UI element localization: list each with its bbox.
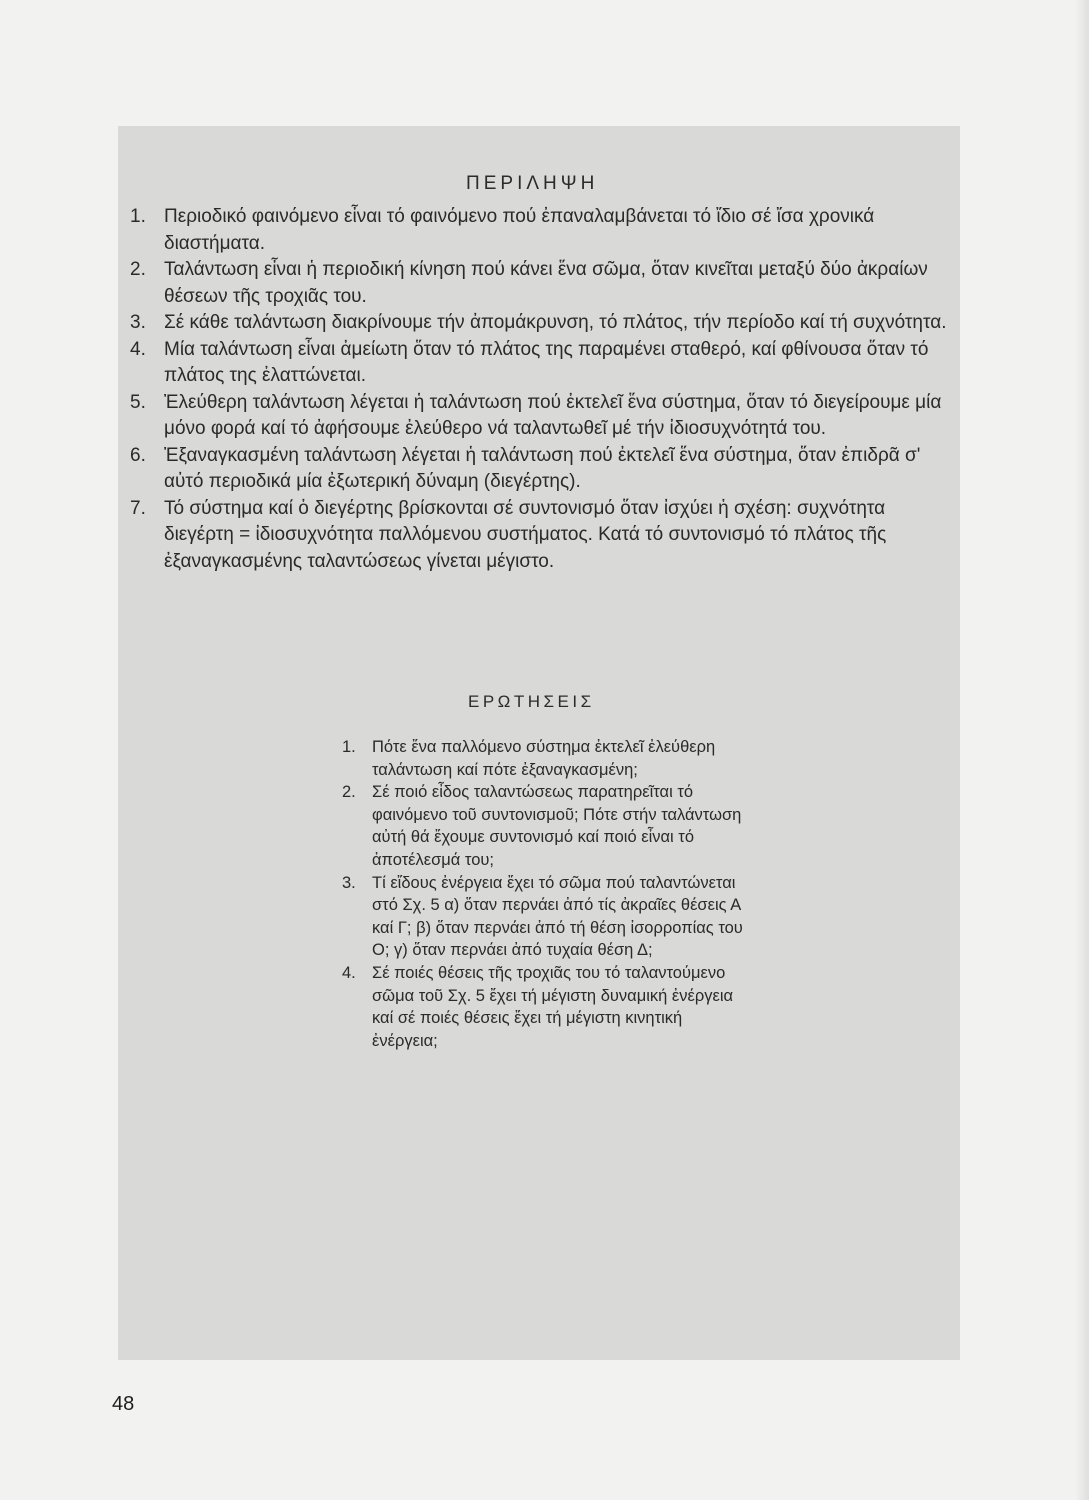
question-item bbox=[342, 736, 752, 781]
summary-item bbox=[130, 257, 960, 310]
summary-item bbox=[130, 204, 960, 257]
summary-item-text: Ἐξαναγκασμένη ταλάντωση λέγεται ἡ ταλάντωση πού ἐκτελεῖ ἕνα σύστημα, ὅταν ἐπιδρᾶ σ' αὐτό περιοδικά μία ἐξωτερική δύναμη (διεγέρτης). bbox=[164, 444, 921, 492]
summary-item-number: 6. bbox=[130, 444, 146, 466]
page-number: 48 bbox=[112, 1393, 135, 1415]
question-item-number: 4. bbox=[342, 963, 356, 982]
summary-item-text: Σέ κάθε ταλάντωση διακρίνουμε τήν ἀπομάκρυνση, τό πλάτος, τήν περίοδο καί τή συχνότητα. bbox=[164, 312, 947, 333]
summary-item-text: Μία ταλάντωση εἶναι ἀμείωτη ὅταν τό πλάτος της παραμένει σταθερό, καί φθίνουσα ὅταν τό πλάτος της ἐλαττώνεται. bbox=[164, 338, 929, 386]
summary-item bbox=[130, 337, 960, 390]
question-item-text: Τί εἴδους ἐνέργεια ἔχει τό σῶμα πού ταλαντώνεται στό Σχ. 5 α) ὅταν περνάει ἀπό τίς ἀκραῖες θέσεις Α καί Γ; β) ὅταν περνάει ἀπό τή θέση ἰσορροπίας του Ο; γ) ὅταν περνάει ἀπό τυχαία θέση Δ; bbox=[372, 873, 743, 960]
question-item bbox=[342, 781, 752, 871]
summary-item-number: 4. bbox=[130, 338, 146, 360]
summary-item-text: Τό σύστημα καί ὁ διεγέρτης βρίσκονται σέ συντονισμό ὅταν ἰσχύει ἡ σχέση: συχνότητα διεγέρτη = ἰδιοσυχνότητα παλλόμενου συστήματος. Κατά τό συντονισμό τό πλάτος τῆς ἐξαναγκασμένης ταλαντώσεως γίνεται μέγιστο. bbox=[164, 497, 887, 572]
summary-item bbox=[130, 390, 960, 443]
question-item-text: Σέ ποιές θέσεις τῆς τροχιᾶς του τό ταλαντούμενο σῶμα τοῦ Σχ. 5 ἔχει τή μέγιστη δυναμική ἐνέργεια καί σέ ποιές θέσεις ἔχει τή μέγιστη κινητική ἐνέργεια; bbox=[372, 963, 734, 1050]
summary-item bbox=[130, 443, 960, 496]
summary-item-number: 1. bbox=[130, 206, 146, 227]
questions-list bbox=[342, 736, 752, 1052]
summary-list bbox=[130, 204, 960, 575]
summary-item-text: Περιοδικό φαινόμενο εἶναι τό φαινόμενο πού ἐπαναλαμβάνεται τό ἴδιο σέ ἴσα χρονικά διαστήματα. bbox=[164, 206, 875, 254]
question-item bbox=[342, 872, 752, 962]
question-item bbox=[342, 962, 752, 1052]
summary-item bbox=[130, 310, 960, 337]
summary-heading: ΠΕΡΙΛΗΨΗ bbox=[466, 173, 599, 194]
questions-heading: ΕΡΩΤΗΣΕΙΣ bbox=[468, 692, 595, 711]
question-item-text: Σέ ποιό εἶδος ταλαντώσεως παρατηρεῖται τό φαινόμενο τοῦ συντονισμοῦ; Πότε στήν ταλάντωση αὐτή θά ἔχουμε συντονισμό καί ποιό εἶναι τό ἀποτέλεσμά του; bbox=[372, 783, 742, 869]
summary-item-number: 2. bbox=[130, 259, 146, 280]
summary-item-number: 5. bbox=[130, 391, 146, 413]
question-item-text: Πότε ἕνα παλλόμενο σύστημα ἐκτελεῖ ἐλεύθερη ταλάντωση καί πότε ἐξαναγκασμένη; bbox=[372, 738, 716, 779]
summary-item bbox=[130, 496, 960, 576]
summary-item-number: 7. bbox=[130, 497, 146, 519]
summary-item-text: Ταλάντωση εἶναι ἡ περιοδική κίνηση πού κάνει ἕνα σῶμα, ὅταν κινεῖται μεταξύ δύο ἀκραίων θέσεων τῆς τροχιᾶς του. bbox=[164, 259, 928, 307]
question-item-number: 2. bbox=[342, 783, 356, 802]
question-item-number: 1. bbox=[342, 738, 356, 756]
question-item-number: 3. bbox=[342, 873, 356, 892]
summary-item-text: Ἐλεύθερη ταλάντωση λέγεται ἡ ταλάντωση πού ἐκτελεῖ ἕνα σύστημα, ὅταν τό διεγείρουμε μία μόνο φορά καί τό ἀφήσουμε ἐλεύθερο νά ταλαντωθεῖ μέ τήν ἰδιοσυχνότητά του. bbox=[164, 391, 942, 439]
summary-item-number: 3. bbox=[130, 312, 146, 333]
